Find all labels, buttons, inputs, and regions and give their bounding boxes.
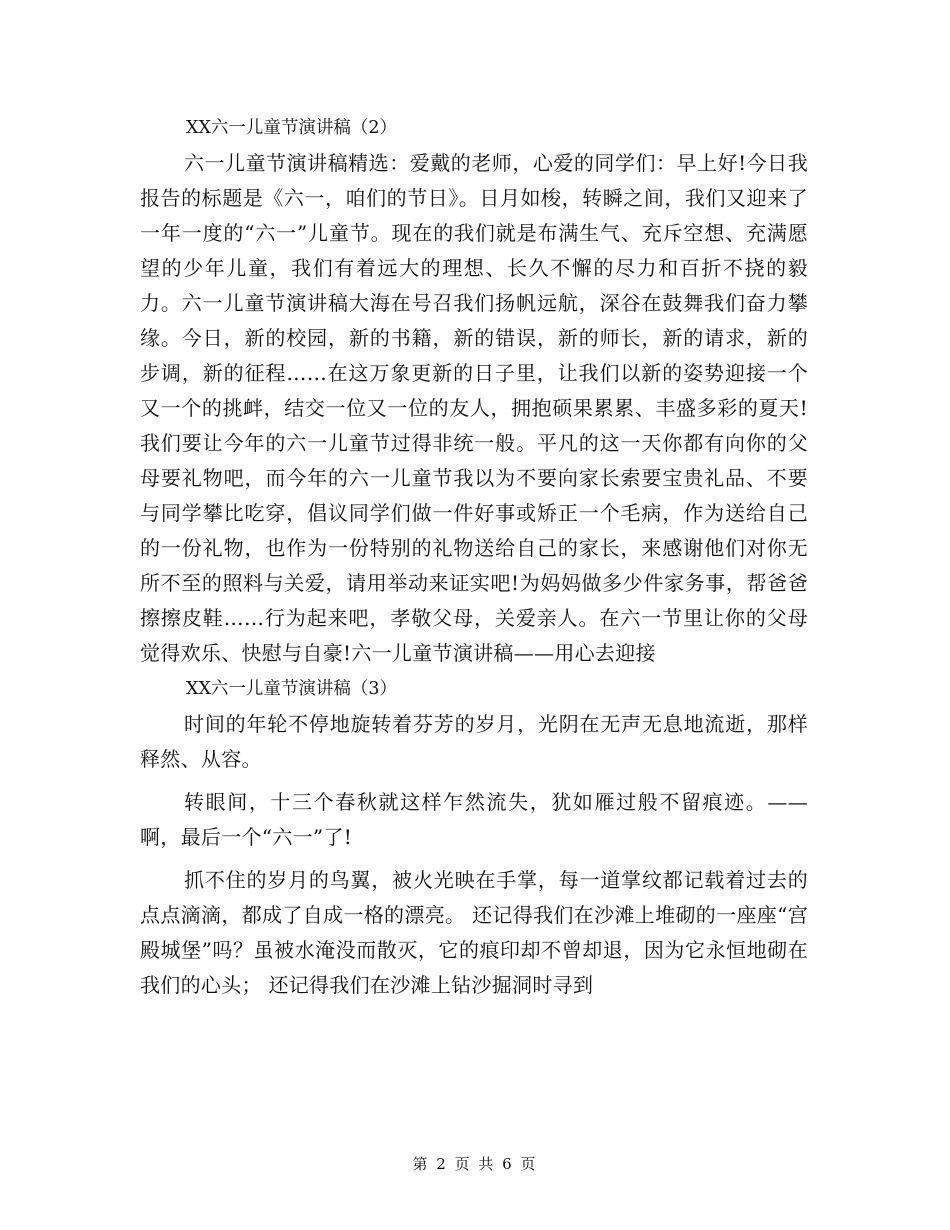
paragraph: 转眼间，十三个春秋就这样乍然流失，犹如雁过般不留痕迹。——啊，最后一个“六一”了!: [140, 790, 808, 849]
page-footer: 第 2 页 共 6 页: [412, 1155, 538, 1173]
section-heading-2: XX六一儿童节演讲稿（2）: [186, 118, 398, 138]
paragraph: 时间的年轮不停地旋转着芬芳的岁月，光阴在无声无息地流逝，那样释然、从容。: [140, 712, 808, 771]
paragraph: 六一儿童节演讲稿精选：爱戴的老师，心爱的同学们：早上好!今日我报告的标题是《六一，咱们的节日》。日月如梭，转瞬之间，我们又迎来了一年一度的“六一”儿童节。现在的我们就是布满生气、充斥空想、充满愿望的少年儿童，我们有着远大的理想、长久不懈的尽力和百折不挠的毅力。六一儿童节演讲稿大海在号召我们扬帆远航，深谷在鼓舞我们奋力攀缘。今日，新的校园，新的书籍，新的错误，新的师长，新的请求，新的步调，新的征程……在这万象更新的日子里，让我们以新的姿势迎接一个又一个的挑衅，结交一位又一位的友人，拥抱硕果累累、丰盛多彩的夏天!我们要让今年的六一儿童节过得非统一般。平凡的这一天你都有向你的父母要礼物吧，而今年的六一儿童节我以为不要向家长索要宝贵礼品、不要与同学攀比吃穿，倡议同学们做一件好事或矫正一个毛病，作为送给自己的一份礼物，也作为一份特别的礼物送给自己的家长，来感谢他们对你无所不至的照料与关爱，请用举动来证实吧!为妈妈做多少件家务事，帮爸爸擦擦皮鞋……行为起来吧，孝敬父母，关爱亲人。在六一节里让你的父母觉得欢乐、快慰与自豪!六一儿童节演讲稿——用心去迎接: [140, 151, 808, 665]
section-heading-3: XX六一儿童节演讲稿（3）: [186, 679, 398, 699]
paragraph: 抓不住的岁月的鸟翼，被火光映在手掌，每一道掌纹都记载着过去的点点滴滴，都成了自成一格的漂亮。 还记得我们在沙滩上堆砌的一座座“宫殿城堡”吗？虽被水淹没而散灭，它的痕印却不曾却退，因为它永恒地砌在我们的心头； 还记得我们在沙滩上钻沙掘洞时寻到: [140, 868, 808, 997]
document-body: [140, 110, 808, 1003]
